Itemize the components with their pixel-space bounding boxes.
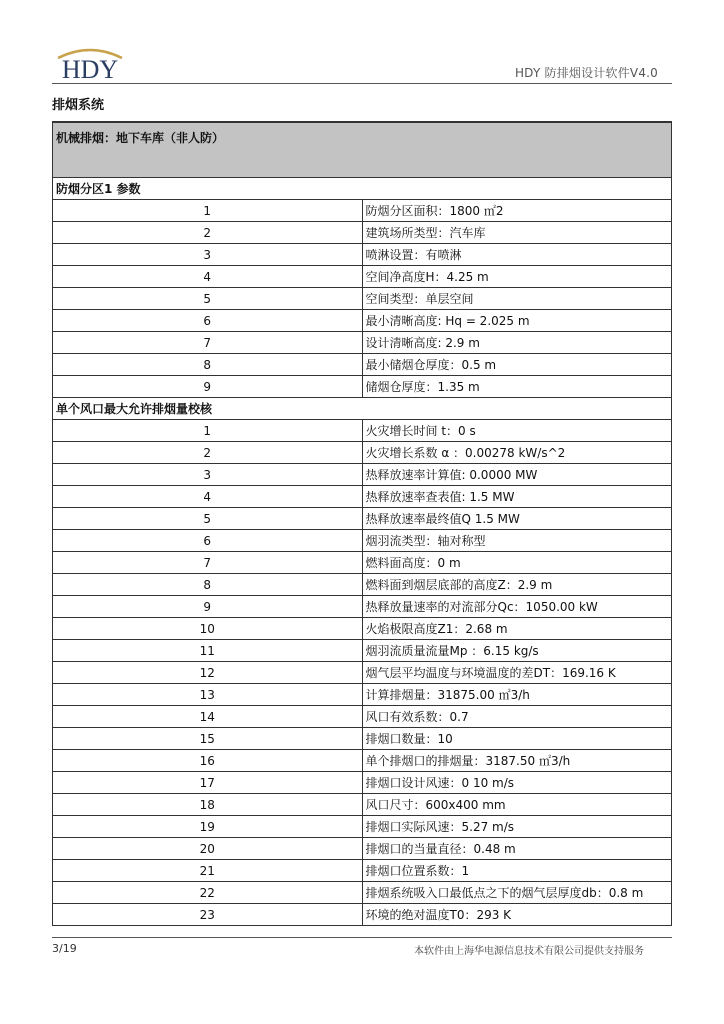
table-row	[53, 266, 672, 288]
row-text: 燃料面到烟层底部的高度Z：2.9 m	[362, 574, 672, 596]
row-number: 23	[53, 904, 363, 926]
row-number: 3	[53, 244, 363, 266]
row-text: 设计清晰高度: 2.9 m	[362, 332, 672, 354]
table-row	[53, 200, 672, 222]
row-number: 14	[53, 706, 363, 728]
support-note: 本软件由上海华电源信息技术有限公司提供支持服务	[414, 946, 644, 957]
table-row	[53, 310, 672, 332]
row-number: 9	[53, 596, 363, 618]
row-text: 火灾增长时间 t：0 s	[362, 420, 672, 442]
row-text: 烟羽流质量流量Mp ：6.15 kg/s	[362, 640, 672, 662]
row-text: 热释放速率最终值Q 1.5 MW	[362, 508, 672, 530]
parameter-table	[52, 121, 672, 926]
row-text: 排烟口实际风速：5.27 m/s	[362, 816, 672, 838]
table-row	[53, 794, 672, 816]
row-number: 1	[53, 420, 363, 442]
row-text: 风口尺寸：600x400 mm	[362, 794, 672, 816]
table-row	[53, 574, 672, 596]
table-row	[53, 596, 672, 618]
row-number: 5	[53, 508, 363, 530]
row-number: 1	[53, 200, 363, 222]
row-number: 2	[53, 442, 363, 464]
group-heading: 单个风口最大允许排烟量校核	[53, 398, 672, 420]
row-number: 8	[53, 574, 363, 596]
row-number: 21	[53, 860, 363, 882]
table-row	[53, 486, 672, 508]
table-row	[53, 838, 672, 860]
table-row	[53, 904, 672, 926]
row-text: 建筑场所类型：汽车库	[362, 222, 672, 244]
row-number: 6	[53, 310, 363, 332]
row-number: 15	[53, 728, 363, 750]
row-number: 3	[53, 464, 363, 486]
table-row	[53, 618, 672, 640]
row-text: 排烟口数量：10	[362, 728, 672, 750]
table-banner-row	[53, 122, 672, 178]
row-text: 环境的绝对温度T0：293 K	[362, 904, 672, 926]
page-number: 3/19	[52, 942, 77, 955]
group-heading-row	[53, 398, 672, 420]
row-number: 10	[53, 618, 363, 640]
table-row	[53, 684, 672, 706]
row-text: 喷淋设置：有喷淋	[362, 244, 672, 266]
table-row	[53, 860, 672, 882]
row-text: 最小储烟仓厚度：0.5 m	[362, 354, 672, 376]
row-number: 4	[53, 486, 363, 508]
header-divider	[52, 83, 672, 84]
row-number: 7	[53, 332, 363, 354]
logo-text: HDY	[61, 55, 119, 84]
table-row	[53, 442, 672, 464]
row-text: 计算排烟量：31875.00 ㎡3/h	[362, 684, 672, 706]
row-number: 11	[53, 640, 363, 662]
row-text: 空间类型：单层空间	[362, 288, 672, 310]
row-text: 风口有效系数：0.7	[362, 706, 672, 728]
row-text: 储烟仓厚度：1.35 m	[362, 376, 672, 398]
row-text: 热释放速率计算值: 0.0000 MW	[362, 464, 672, 486]
row-text: 排烟口设计风速：0 10 m/s	[362, 772, 672, 794]
table-row	[53, 882, 672, 904]
company-logo	[50, 44, 130, 84]
table-row	[53, 750, 672, 772]
row-number: 19	[53, 816, 363, 838]
table-row	[53, 288, 672, 310]
row-number: 4	[53, 266, 363, 288]
row-text: 单个排烟口的排烟量：3187.50 ㎡3/h	[362, 750, 672, 772]
row-text: 烟气层平均温度与环境温度的差DT：169.16 K	[362, 662, 672, 684]
row-number: 5	[53, 288, 363, 310]
row-text: 热释放速率查表值: 1.5 MW	[362, 486, 672, 508]
table-row	[53, 332, 672, 354]
row-number: 6	[53, 530, 363, 552]
table-row	[53, 464, 672, 486]
table-row	[53, 244, 672, 266]
table-row	[53, 816, 672, 838]
table-row	[53, 354, 672, 376]
table-row	[53, 662, 672, 684]
table-row	[53, 640, 672, 662]
row-number: 8	[53, 354, 363, 376]
table-row	[53, 552, 672, 574]
table-row	[53, 772, 672, 794]
row-number: 12	[53, 662, 363, 684]
section-title: 排烟系统	[52, 98, 105, 113]
row-number: 7	[53, 552, 363, 574]
row-text: 燃料面高度：0 m	[362, 552, 672, 574]
row-text: 排烟口的当量直径：0.48 m	[362, 838, 672, 860]
table-row	[53, 706, 672, 728]
row-text: 火焰极限高度Z1：2.68 m	[362, 618, 672, 640]
row-number: 2	[53, 222, 363, 244]
group-heading-row	[53, 178, 672, 200]
table-row	[53, 530, 672, 552]
row-text: 火灾增长系数 α ：0.00278 kW/s^2	[362, 442, 672, 464]
row-number: 13	[53, 684, 363, 706]
row-number: 17	[53, 772, 363, 794]
table-banner: 机械排烟：地下车库（非人防）	[53, 122, 672, 178]
group-heading: 防烟分区1 参数	[53, 178, 672, 200]
table-row	[53, 222, 672, 244]
footer-divider	[52, 937, 672, 938]
row-number: 16	[53, 750, 363, 772]
app-title: HDY 防排烟设计软件V4.0	[514, 66, 658, 80]
row-number: 18	[53, 794, 363, 816]
table-row	[53, 420, 672, 442]
row-text: 最小清晰高度: Hq = 2.025 m	[362, 310, 672, 332]
table-row	[53, 508, 672, 530]
row-number: 9	[53, 376, 363, 398]
row-text: 排烟系统吸入口最低点之下的烟气层厚度db：0.8 m	[362, 882, 672, 904]
row-text: 空间净高度H：4.25 m	[362, 266, 672, 288]
row-text: 防烟分区面积：1800 ㎡2	[362, 200, 672, 222]
table-row	[53, 728, 672, 750]
row-text: 排烟口位置系数：1	[362, 860, 672, 882]
row-text: 烟羽流类型：轴对称型	[362, 530, 672, 552]
row-number: 22	[53, 882, 363, 904]
table-row	[53, 376, 672, 398]
row-number: 20	[53, 838, 363, 860]
row-text: 热释放量速率的对流部分Qc：1050.00 kW	[362, 596, 672, 618]
